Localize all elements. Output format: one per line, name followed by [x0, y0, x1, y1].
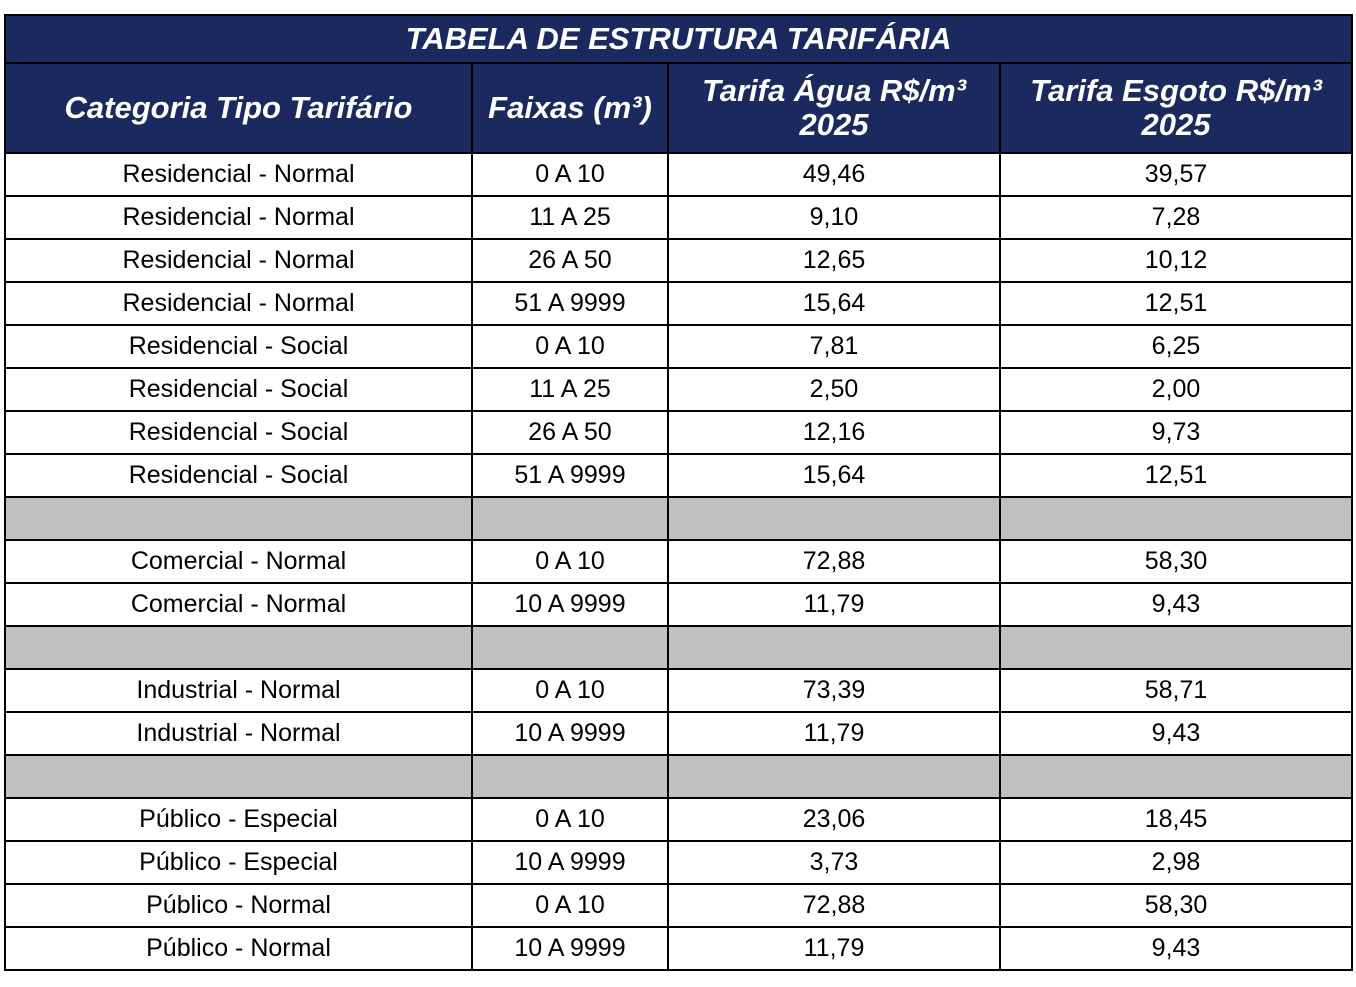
cell-faixa: 0 A 10 [472, 884, 668, 927]
header-tarifa-agua [668, 63, 1000, 153]
table-row [5, 239, 1352, 282]
separator-cell [668, 497, 1000, 540]
header-tarifa-esgoto [1000, 63, 1352, 153]
header-categoria-label: Categoria Tipo Tarifário [64, 90, 413, 125]
table-row [5, 712, 1352, 755]
cell-faixa: 10 A 9999 [472, 841, 668, 884]
cell-tarifa-esgoto: 7,28 [1000, 196, 1352, 239]
cell-faixa: 26 A 50 [472, 239, 668, 282]
table-row [5, 153, 1352, 196]
cell-tarifa-esgoto: 6,25 [1000, 325, 1352, 368]
separator-cell [472, 626, 668, 669]
table-row [5, 540, 1352, 583]
cell-tarifa-agua: 9,10 [668, 196, 1000, 239]
cell-tarifa-agua: 12,65 [668, 239, 1000, 282]
cell-categoria: Público - Especial [5, 798, 472, 841]
table-row [5, 841, 1352, 884]
header-row [5, 63, 1352, 153]
cell-faixa: 10 A 9999 [472, 583, 668, 626]
separator-cell [668, 626, 1000, 669]
cell-tarifa-agua: 73,39 [668, 669, 1000, 712]
cell-categoria: Residencial - Normal [5, 196, 472, 239]
cell-categoria: Público - Normal [5, 927, 472, 970]
table-row [5, 669, 1352, 712]
cell-tarifa-esgoto: 2,98 [1000, 841, 1352, 884]
cell-faixa: 11 A 25 [472, 196, 668, 239]
separator-cell [668, 755, 1000, 798]
cell-categoria: Residencial - Normal [5, 153, 472, 196]
cell-tarifa-agua: 11,79 [668, 712, 1000, 755]
header-faixas [472, 63, 668, 153]
table-row [5, 798, 1352, 841]
cell-faixa: 0 A 10 [472, 325, 668, 368]
cell-tarifa-esgoto: 12,51 [1000, 454, 1352, 497]
separator-row [5, 755, 1352, 798]
cell-categoria: Industrial - Normal [5, 712, 472, 755]
tariff-body [5, 153, 1352, 970]
cell-faixa: 0 A 10 [472, 669, 668, 712]
header-tarifa-esgoto-label: Tarifa Esgoto R$/m³ [1030, 73, 1322, 108]
table-row [5, 282, 1352, 325]
separator-cell [1000, 626, 1352, 669]
cell-tarifa-esgoto: 18,45 [1000, 798, 1352, 841]
cell-tarifa-agua: 11,79 [668, 583, 1000, 626]
cell-categoria: Público - Normal [5, 884, 472, 927]
header-categoria [5, 63, 472, 153]
cell-tarifa-esgoto: 58,71 [1000, 669, 1352, 712]
cell-categoria: Público - Especial [5, 841, 472, 884]
cell-tarifa-esgoto: 2,00 [1000, 368, 1352, 411]
cell-faixa: 51 A 9999 [472, 282, 668, 325]
cell-tarifa-agua: 3,73 [668, 841, 1000, 884]
title-row [5, 15, 1352, 63]
cell-faixa: 10 A 9999 [472, 712, 668, 755]
separator-cell [5, 497, 472, 540]
cell-tarifa-agua: 72,88 [668, 884, 1000, 927]
header-faixas-label: Faixas (m³) [488, 90, 652, 125]
cell-faixa: 26 A 50 [472, 411, 668, 454]
table-title: TABELA DE ESTRUTURA TARIFÁRIA [5, 15, 1352, 63]
cell-categoria: Residencial - Social [5, 454, 472, 497]
cell-tarifa-esgoto: 39,57 [1000, 153, 1352, 196]
cell-tarifa-esgoto: 58,30 [1000, 884, 1352, 927]
tariff-table [4, 14, 1353, 971]
table-row [5, 454, 1352, 497]
separator-cell [5, 626, 472, 669]
cell-tarifa-agua: 2,50 [668, 368, 1000, 411]
separator-cell [472, 755, 668, 798]
table-row [5, 583, 1352, 626]
cell-categoria: Residencial - Social [5, 411, 472, 454]
separator-cell [1000, 755, 1352, 798]
separator-row [5, 626, 1352, 669]
cell-categoria: Residencial - Normal [5, 239, 472, 282]
table-row [5, 196, 1352, 239]
cell-tarifa-esgoto: 12,51 [1000, 282, 1352, 325]
header-tarifa-agua-label: Tarifa Água R$/m³ [701, 73, 967, 108]
cell-tarifa-esgoto: 9,43 [1000, 583, 1352, 626]
cell-tarifa-esgoto: 58,30 [1000, 540, 1352, 583]
cell-categoria: Residencial - Normal [5, 282, 472, 325]
table-row [5, 884, 1352, 927]
table-row [5, 325, 1352, 368]
separator-row [5, 497, 1352, 540]
separator-cell [472, 497, 668, 540]
cell-categoria: Residencial - Social [5, 368, 472, 411]
table-row [5, 411, 1352, 454]
cell-faixa: 51 A 9999 [472, 454, 668, 497]
separator-cell [1000, 497, 1352, 540]
cell-faixa: 0 A 10 [472, 798, 668, 841]
cell-categoria: Comercial - Normal [5, 540, 472, 583]
cell-faixa: 10 A 9999 [472, 927, 668, 970]
cell-categoria: Industrial - Normal [5, 669, 472, 712]
cell-categoria: Residencial - Social [5, 325, 472, 368]
cell-tarifa-esgoto: 10,12 [1000, 239, 1352, 282]
cell-tarifa-agua: 23,06 [668, 798, 1000, 841]
cell-categoria: Comercial - Normal [5, 583, 472, 626]
cell-faixa: 0 A 10 [472, 540, 668, 583]
header-tarifa-agua-year: 2025 [799, 107, 869, 142]
cell-tarifa-esgoto: 9,43 [1000, 712, 1352, 755]
cell-tarifa-agua: 72,88 [668, 540, 1000, 583]
cell-tarifa-agua: 11,79 [668, 927, 1000, 970]
table-row [5, 927, 1352, 970]
cell-tarifa-agua: 15,64 [668, 454, 1000, 497]
cell-faixa: 11 A 25 [472, 368, 668, 411]
cell-tarifa-agua: 12,16 [668, 411, 1000, 454]
cell-tarifa-esgoto: 9,43 [1000, 927, 1352, 970]
separator-cell [5, 755, 472, 798]
header-tarifa-esgoto-year: 2025 [1141, 107, 1211, 142]
cell-tarifa-agua: 15,64 [668, 282, 1000, 325]
cell-faixa: 0 A 10 [472, 153, 668, 196]
cell-tarifa-agua: 7,81 [668, 325, 1000, 368]
table-row [5, 368, 1352, 411]
cell-tarifa-esgoto: 9,73 [1000, 411, 1352, 454]
cell-tarifa-agua: 49,46 [668, 153, 1000, 196]
